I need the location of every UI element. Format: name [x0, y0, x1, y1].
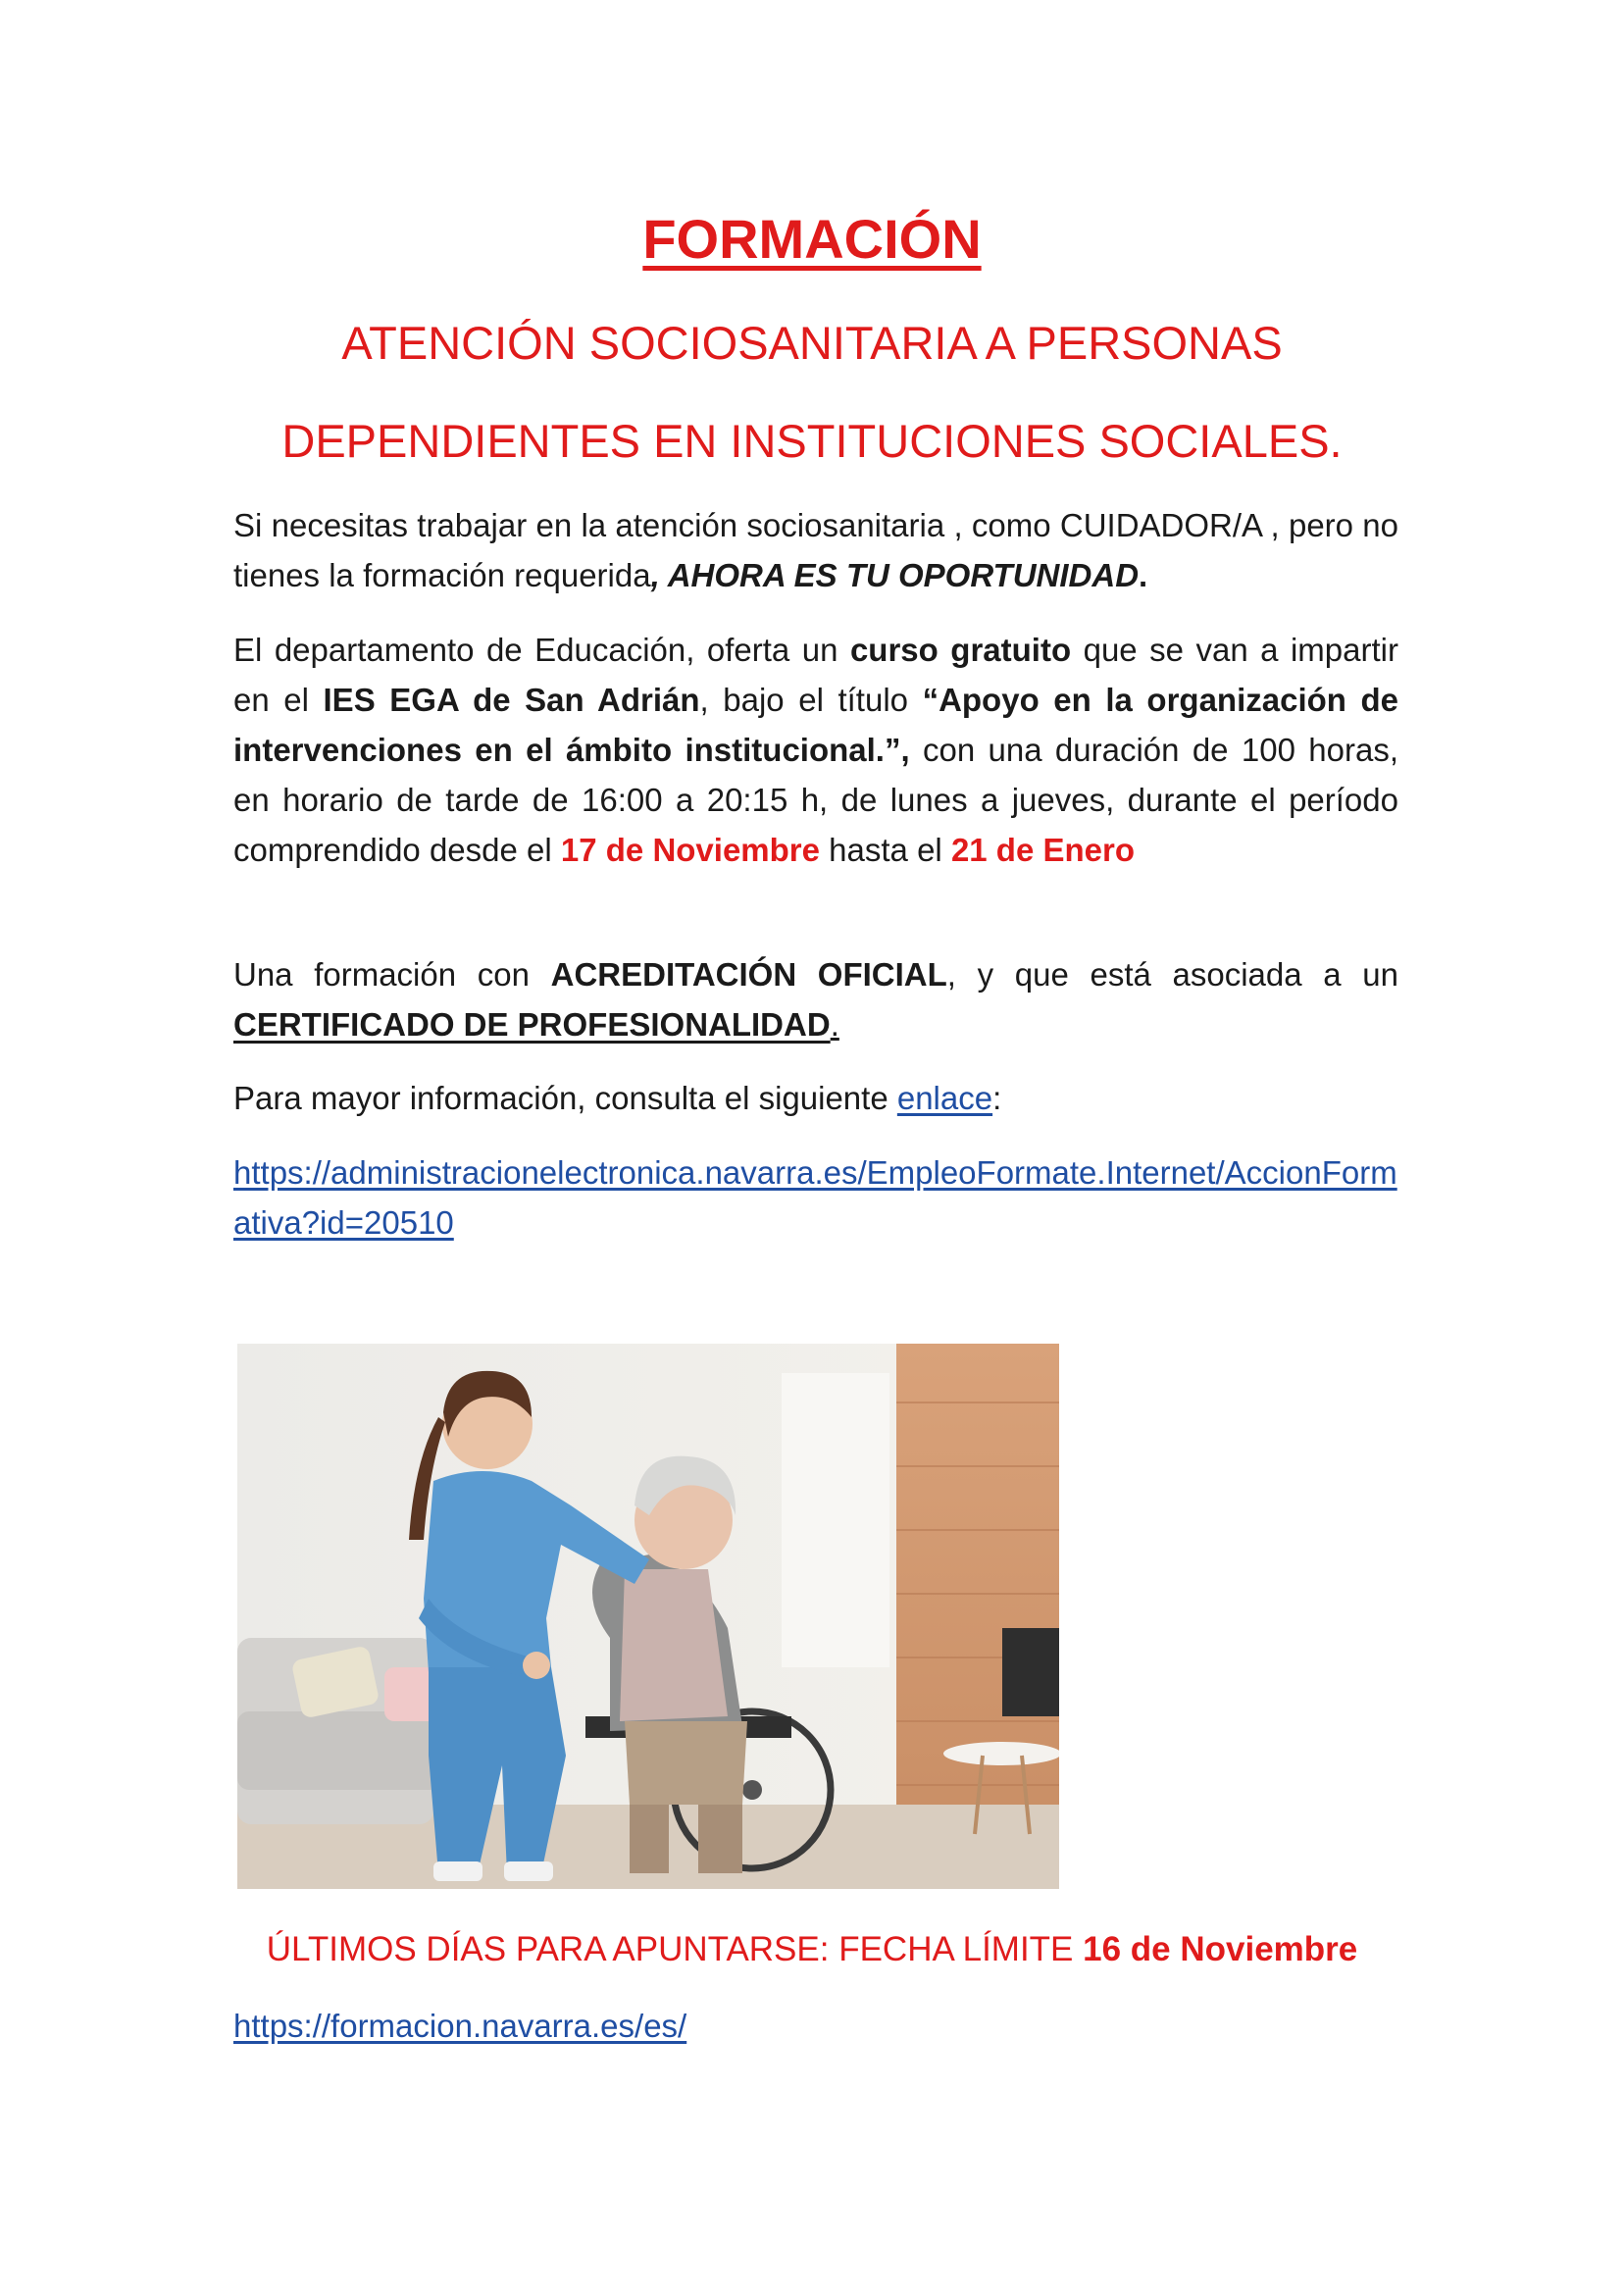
course-text-1: El departamento de Educación, oferta un	[233, 632, 850, 668]
page-title: FORMACIÓN	[642, 208, 982, 270]
caregiver-photo	[237, 1344, 1059, 1889]
registration-url-link[interactable]: https://formacion.navarra.es/es/	[233, 2008, 687, 2044]
free-course-label: curso gratuito	[849, 632, 1072, 668]
opportunity-highlight: , AHORA ES TU OPORTUNIDAD	[650, 557, 1140, 593]
caregiver-illustration	[237, 1344, 1059, 1889]
subtitle-line-1: ATENCIÓN SOCIOSANITARIA A PERSONAS	[341, 317, 1283, 369]
course-paragraph	[233, 625, 1398, 875]
course-text-4: con una duración de 100 horas, en horario de tarde de 16:00 a 20:15 h, de lunes a jueves, durante el período comprendido desde el	[233, 732, 1398, 868]
course-text-5: hasta el	[820, 832, 951, 868]
intro-text: Si necesitas trabajar en la atención sociosanitaria , como CUIDADOR/A , pero no tienes la formación requerida	[233, 507, 1398, 593]
deadline-text: ÚLTIMOS DÍAS PARA APUNTARSE: FECHA LÍMITE	[266, 1930, 1084, 1968]
deadline-notice	[0, 1927, 1624, 1972]
official-accreditation: ACREDITACIÓN OFICIAL	[550, 956, 947, 993]
course-text-3: , bajo el título	[699, 682, 923, 718]
course-url[interactable]	[233, 1147, 1398, 1248]
course-title: “Apoyo en la organización de intervenciones en el ámbito institucional.”,	[233, 682, 1399, 768]
info-link[interactable]: enlace	[896, 1080, 993, 1116]
subtitle-line-2: DEPENDIENTES EN INSTITUCIONES SOCIALES.	[281, 415, 1343, 467]
intro-end: .	[1139, 557, 1148, 593]
course-url-link[interactable]: https://administracionelectronica.navarra.es/EmpleoFormate.Internet/AccionFormativa?id=20510	[233, 1154, 1397, 1241]
info-end: :	[992, 1080, 1002, 1116]
registration-url[interactable]	[233, 2001, 1398, 2051]
accreditation-text-2: , y que está asociada a un	[946, 956, 1398, 993]
accreditation-text-1: Una formación con	[233, 956, 551, 993]
info-text: Para mayor información, consulta el siguiente	[233, 1080, 897, 1116]
start-date: 17 de Noviembre	[560, 832, 821, 868]
accreditation-paragraph	[233, 949, 1398, 1049]
deadline-date: 16 de Noviembre	[1083, 1930, 1358, 1968]
certificate-label: CERTIFICADO DE PROFESIONALIDAD	[233, 1006, 831, 1043]
course-text-2: que se van a impartir en el	[233, 632, 1398, 718]
accreditation-end: .	[830, 1006, 839, 1043]
intro-paragraph	[233, 500, 1398, 600]
end-date: 21 de Enero	[950, 832, 1136, 868]
school-name: IES EGA de San Adrián	[323, 682, 700, 718]
info-paragraph	[233, 1073, 1398, 1123]
